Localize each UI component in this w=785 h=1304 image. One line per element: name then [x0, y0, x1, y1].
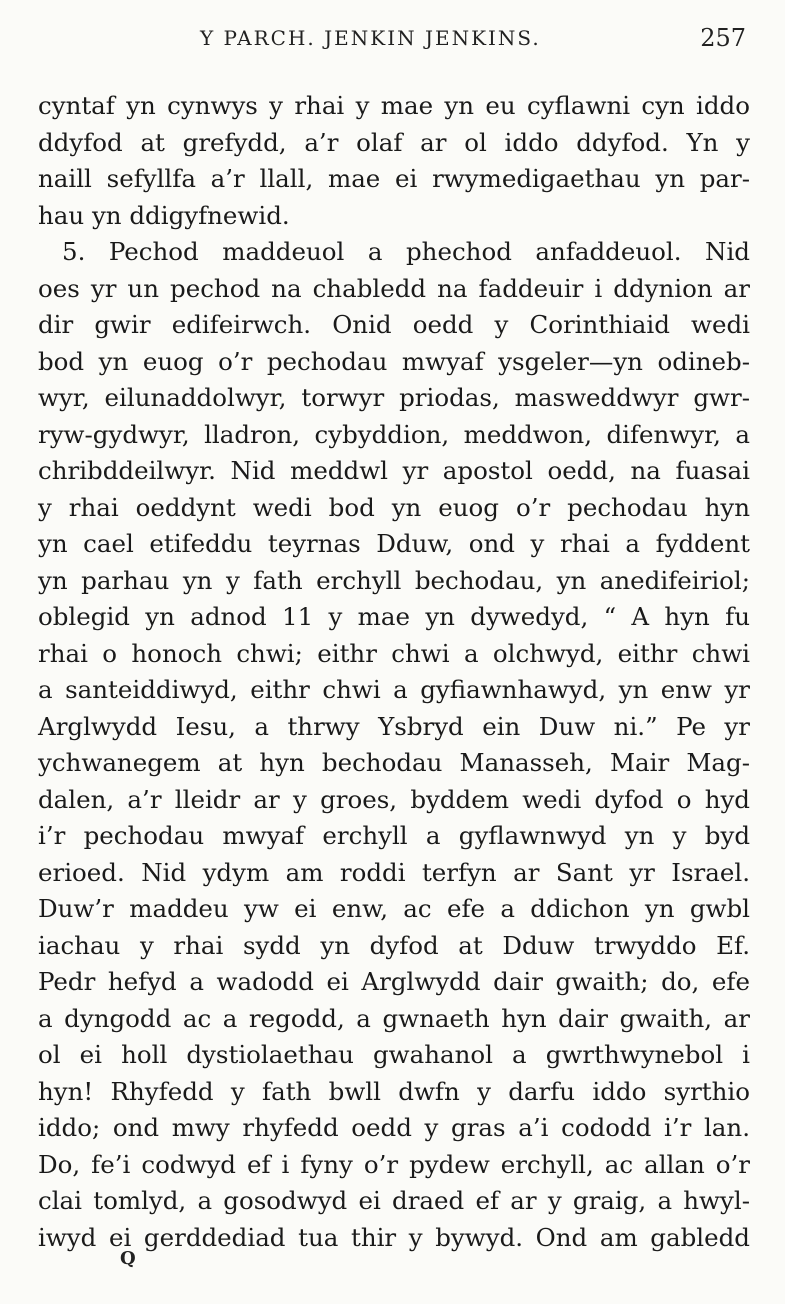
text-line: hyn! Rhyfedd y fath bwll dwfn y darfu iddo syrthio — [38, 1076, 750, 1106]
text-line: Do, fe’i codwyd ef i fyny o’r pydew erchyll, ac allan o’r — [38, 1149, 750, 1179]
text-line: rhai o honoch chwi; eithr chwi a olchwyd, eithr chwi — [38, 638, 750, 668]
text-line: oblegid yn adnod 11 y mae yn dywedyd, “ A hyn fu — [38, 602, 750, 631]
text-line: dir gwir edifeirwch. Onid oedd y Corinthiaid wedi — [38, 310, 750, 339]
text-line: i’r pechodau mwyaf erchyll a gyflawnwyd yn y byd — [38, 821, 750, 850]
text-line: y rhai oeddynt wedi bod yn euog o’r pechodau hyn — [38, 492, 750, 522]
text-line: Arglwydd Iesu, a thrwy Ysbryd ein Duw ni.” Pe yr — [38, 711, 750, 741]
signature-mark: Q — [120, 1248, 136, 1269]
text-line: Duw’r maddeu yw ei enw, ac efe a ddichon yn gwbl — [38, 894, 750, 923]
text-line: yn cael etifeddu teyrnas Dduw, ond y rhai a fyddent — [38, 529, 750, 558]
text-line: ychwanegem at hyn bechodau Manasseh, Mair Mag- — [38, 748, 750, 777]
running-head — [38, 24, 748, 60]
page-number: 257 — [700, 24, 746, 52]
text-line: a dyngodd ac a regodd, a gwnaeth hyn dair gwaith, ar — [38, 1003, 750, 1033]
text-line: oes yr un pechod na chabledd na faddeuir i ddynion ar — [38, 273, 750, 303]
body-text — [38, 88, 750, 1256]
text-line: hau yn ddigyfnewid. — [38, 200, 290, 230]
text-line: naill sefyllfa a’r llall, mae ei rwymedigaethau yn par- — [38, 164, 750, 193]
text-line: iachau y rhai sydd yn dyfod at Dduw trwyddo Ef. — [38, 930, 750, 960]
running-title: Y PARCH. JENKIN JENKINS. — [200, 26, 541, 50]
text-line: ryw-gydwyr, lladron, cybyddion, meddwon, difenwyr, a — [38, 419, 750, 449]
text-line: wyr, eilunaddolwyr, torwyr priodas, masweddwyr gwr- — [38, 383, 750, 412]
text-line: iwyd ei gerddediad tua thir y bywyd. Ond am gabledd — [38, 1222, 750, 1252]
text-line: a santeiddiwyd, eithr chwi a gyfiawnhawyd, yn enw yr — [38, 675, 750, 704]
text-line: cyntaf yn cynwys y rhai y mae yn eu cyflawni cyn iddo — [38, 91, 750, 120]
text-line: dalen, a’r lleidr ar y groes, byddem wedi dyfod o hyd — [38, 784, 750, 814]
text-line: 5. Pechod maddeuol a phechod anfaddeuol. Nid — [62, 237, 750, 266]
text-line: yn parhau yn y fath erchyll bechodau, yn anedifeiriol; — [38, 565, 750, 595]
text-line: bod yn euog o’r pechodau mwyaf ysgeler—yn odineb- — [38, 346, 750, 376]
text-line: ol ei holl dystiolaethau gwahanol a gwrthwynebol i — [38, 1040, 750, 1069]
text-line: ddyfod at grefydd, a’r olaf ar ol iddo ddyfod. Yn y — [38, 127, 750, 157]
text-line: erioed. Nid ydym am roddi terfyn ar Sant yr Israel. — [38, 857, 750, 887]
text-line: iddo; ond mwy rhyfedd oedd y gras a’i cododd i’r lan. — [38, 1113, 750, 1142]
text-line: chribddeilwyr. Nid meddwl yr apostol oedd, na fuasai — [38, 456, 750, 485]
text-line: clai tomlyd, a gosodwyd ei draed ef ar y graig, a hwyl- — [38, 1186, 750, 1215]
text-line: Pedr hefyd a wadodd ei Arglwydd dair gwaith; do, efe — [38, 967, 750, 996]
